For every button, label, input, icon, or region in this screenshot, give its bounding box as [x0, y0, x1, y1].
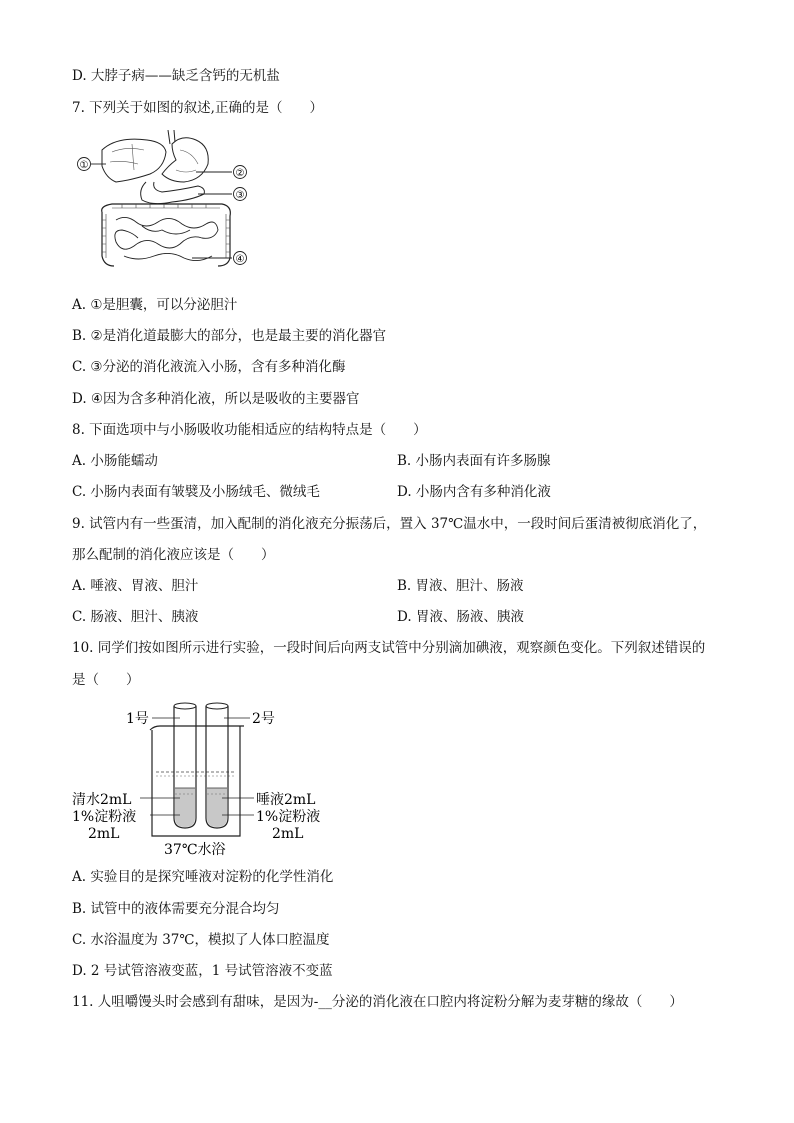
left-label-starch: 1%淀粉液 — [72, 809, 137, 825]
q9-option-c: C. 肠液、胆汁、胰液 — [72, 609, 199, 625]
q7-option-d: D. ④因为含多种消化液，所以是吸收的主要器官 — [72, 391, 360, 407]
q8-option-c: C. 小肠内表面有皱襞及小肠绒毛、微绒毛 — [72, 484, 320, 500]
q10-stem-line2: 是（ ） — [72, 672, 140, 688]
left-label-water: 清水2mL — [72, 792, 132, 808]
q9-option-a: A. 唾液、胃液、胆汁 — [72, 578, 199, 594]
q7-stem: 7. 下列关于如图的叙述,正确的是（ ） — [72, 100, 323, 116]
q9-option-b: B. 胃液、胆汁、肠液 — [397, 578, 524, 594]
q8-stem: 8. 下面选项中与小肠吸收功能相适应的结构特点是（ ） — [72, 422, 427, 438]
water-bath-label: 37℃水浴 — [164, 842, 226, 858]
right-label-starch: 1%淀粉液 — [256, 809, 321, 825]
figure-label-2: ② — [235, 168, 245, 179]
q11-stem: 11. 人咀嚼馒头时会感到有甜味，是因为-__分泌的消化液在口腔内将淀粉分解为麦芽糖的缘故（ ） — [72, 994, 683, 1010]
digestive-system-figure — [72, 130, 262, 270]
q7-option-b: B. ②是消化道最膨大的部分，也是最主要的消化器官 — [72, 328, 387, 344]
q9-stem-line1: 9. 试管内有一些蛋清，加入配制的消化液充分振荡后，置入 37℃温水中，一段时间后蛋清被彻底消化了， — [72, 516, 707, 532]
figure-label-1: ① — [79, 160, 89, 171]
q10-option-a: A. 实验目的是探究唾液对淀粉的化学性消化 — [72, 869, 334, 885]
right-label-saliva: 唾液2mL — [256, 792, 316, 808]
q10-option-c: C. 水浴温度为 37℃，模拟了人体口腔温度 — [72, 932, 330, 948]
q8-option-b: B. 小肠内表面有许多肠腺 — [397, 453, 551, 469]
tube2-label: 2号 — [252, 711, 275, 727]
q10-option-b: B. 试管中的液体需要充分混合均匀 — [72, 901, 280, 917]
q8-option-a: A. 小肠能蠕动 — [72, 453, 158, 469]
q10-option-d: D. 2 号试管溶液变蓝，1 号试管溶液不变蓝 — [72, 963, 333, 979]
figure-label-3: ③ — [235, 190, 245, 201]
q7-option-a: A. ①是胆囊，可以分泌胆汁 — [72, 297, 238, 313]
right-label-volume: 2mL — [272, 826, 304, 842]
q9-stem-line2: 那么配制的消化液应该是（ ） — [72, 547, 275, 563]
figure-label-4: ④ — [235, 254, 245, 265]
left-label-volume: 2mL — [88, 826, 120, 842]
q10-stem-line1: 10. 同学们按如图所示进行实验，一段时间后向两支试管中分别滴加碘液，观察颜色变化。下列叙述错误的 — [72, 640, 706, 656]
q7-option-c: C. ③分泌的消化液流入小肠，含有多种消化酶 — [72, 359, 346, 375]
test-tube-experiment-figure — [68, 700, 348, 860]
q6-option-d: D. 大脖子病——缺乏含钙的无机盐 — [72, 68, 280, 84]
tube1-label: 1号 — [126, 711, 149, 727]
q9-option-d: D. 胃液、肠液、胰液 — [397, 609, 524, 625]
q8-option-d: D. 小肠内含有多种消化液 — [397, 484, 551, 500]
